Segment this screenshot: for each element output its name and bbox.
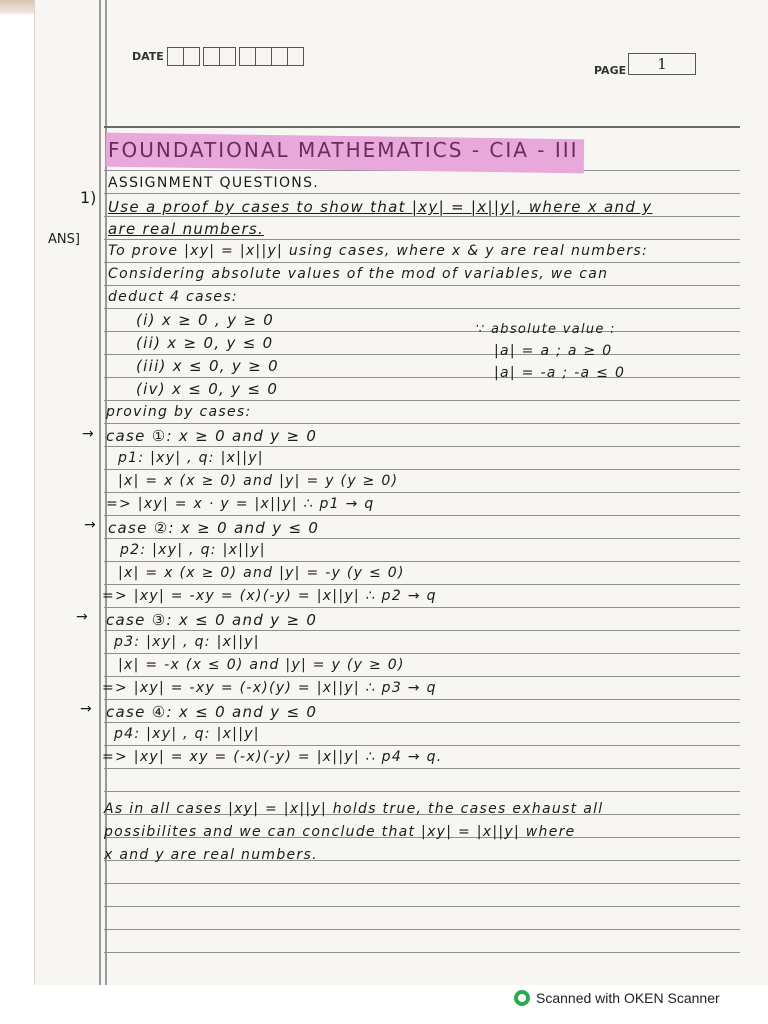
page-number: 1 <box>628 53 696 75</box>
proof-line-9: case ③: x ≤ 0 and y ≥ 0 <box>106 611 318 629</box>
case-item-1: (i) x ≥ 0 , y ≥ 0 <box>136 311 275 329</box>
ruled-line <box>104 584 740 585</box>
ruled-line <box>104 492 740 493</box>
ruled-line <box>104 400 740 401</box>
ruled-line <box>104 354 740 355</box>
case-item-4: (iv) x ≤ 0, y ≤ 0 <box>136 380 279 398</box>
margin-line-left <box>99 0 101 985</box>
ruled-line <box>104 676 740 677</box>
answer-line-2: Considering absolute values of the mod of variables, we can <box>108 266 609 282</box>
proof-line-11: |x| = -x (x ≤ 0) and |y| = y (y ≥ 0) <box>118 657 405 673</box>
scanner-watermark <box>514 990 720 1006</box>
ruled-line <box>104 561 740 562</box>
ruled-line <box>104 883 740 884</box>
ruled-line <box>104 929 740 930</box>
proof-line-3: |x| = x (x ≥ 0) and |y| = y (y ≥ 0) <box>118 473 399 489</box>
answer-line-3: deduct 4 cases: <box>108 289 238 305</box>
proof-line-7: |x| = x (x ≥ 0) and |y| = -y (y ≤ 0) <box>118 565 405 581</box>
arrow-case-1: → <box>82 426 94 442</box>
ruled-line <box>104 193 740 194</box>
header-divider <box>104 96 740 128</box>
oken-scanner-logo-icon <box>514 990 530 1006</box>
absolute-note-line-1: |a| = a ; a ≥ 0 <box>494 343 613 359</box>
ruled-line <box>104 768 740 769</box>
ruled-line <box>104 515 740 516</box>
proof-line-15: => |xy| = xy = (-x)(-y) = |x||y| ∴ p4 → q. <box>102 749 443 765</box>
conclusion-line-1: As in all cases |xy| = |x||y| holds true, the cases exhaust all <box>104 801 604 817</box>
date-boxes <box>168 47 304 66</box>
arrow-case-4: → <box>80 701 92 717</box>
proof-line-2: p1: |xy| , q: |x||y| <box>118 450 264 466</box>
scanner-text: Scanned with OKEN Scanner <box>536 990 720 1006</box>
ruled-line <box>104 722 740 723</box>
conclusion-line-3: x and y are real numbers. <box>104 847 318 863</box>
page-label: PAGE <box>594 64 627 77</box>
proof-line-14: p4: |xy| , q: |x||y| <box>114 726 260 742</box>
question-line-1: Use a proof by cases to show that |xy| = |x||y|, where x and y <box>108 198 653 216</box>
ruled-line <box>104 906 740 907</box>
answer-line-1: To prove |xy| = |x||y| using cases, where x & y are real numbers: <box>108 243 648 259</box>
absolute-note-heading: ∵ absolute value : <box>476 322 616 337</box>
ruled-line <box>104 607 740 608</box>
proof-line-5: case ②: x ≥ 0 and y ≤ 0 <box>108 519 320 537</box>
case-item-3: (iii) x ≤ 0, y ≥ 0 <box>136 357 279 375</box>
case-item-2: (ii) x ≥ 0, y ≤ 0 <box>136 334 274 352</box>
answer-label: ANS] <box>48 232 80 247</box>
ruled-line <box>104 377 740 378</box>
assignment-subtitle: ASSIGNMENT QUESTIONS. <box>108 175 320 191</box>
conclusion-line-2: possibilites and we can conclude that |xy| = |x||y| where <box>104 824 576 840</box>
ruled-line <box>104 469 740 470</box>
proving-heading: proving by cases: <box>106 404 252 420</box>
proof-line-12: => |xy| = -xy = (-x)(y) = |x||y| ∴ p3 → q <box>102 680 437 696</box>
proof-line-13: case ④: x ≤ 0 and y ≤ 0 <box>106 703 318 721</box>
question-line-2: are real numbers. <box>108 220 265 238</box>
absolute-note-line-2: |a| = -a ; -a ≤ 0 <box>494 365 626 381</box>
proof-line-1: case ①: x ≥ 0 and y ≥ 0 <box>106 427 318 445</box>
question-number: 1) <box>80 188 97 207</box>
ruled-line <box>104 791 740 792</box>
ruled-line <box>104 285 740 286</box>
ruled-line <box>104 308 740 309</box>
arrow-case-3: → <box>76 609 88 625</box>
ruled-line <box>104 446 740 447</box>
ruled-line <box>104 538 740 539</box>
ruled-line <box>104 331 740 332</box>
ruled-line <box>104 423 740 424</box>
ruled-line <box>104 216 740 217</box>
ruled-line <box>104 952 740 953</box>
arrow-case-2: → <box>84 517 96 533</box>
ruled-line <box>104 699 740 700</box>
date-label: DATE <box>132 50 164 63</box>
ruled-line <box>104 653 740 654</box>
ruled-line <box>104 262 740 263</box>
ruled-line <box>104 239 740 240</box>
ruled-line <box>104 630 740 631</box>
proof-line-4: => |xy| = x · y = |x||y| ∴ p1 → q <box>106 496 375 512</box>
page-title: FOUNDATIONAL MATHEMATICS - CIA - III <box>108 138 579 162</box>
proof-line-6: p2: |xy| , q: |x||y| <box>120 542 266 558</box>
proof-line-10: p3: |xy| , q: |x||y| <box>114 634 260 650</box>
ruled-line <box>104 745 740 746</box>
proof-line-8: => |xy| = -xy = (x)(-y) = |x||y| ∴ p2 → q <box>102 588 437 604</box>
